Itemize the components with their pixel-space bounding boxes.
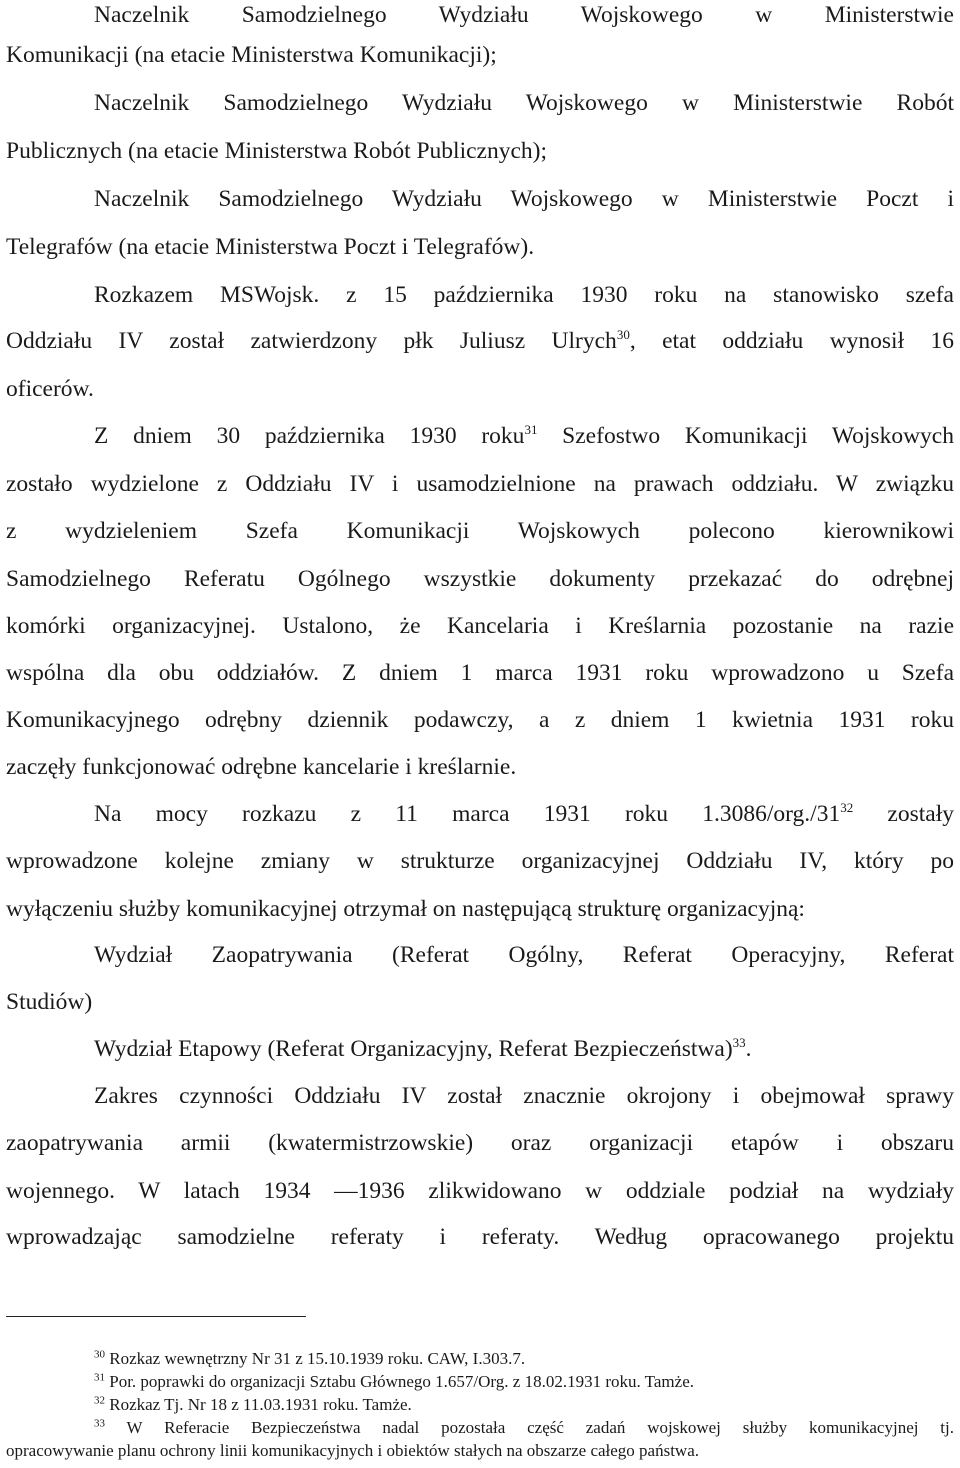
text-segment: Oddziału IV został zatwierdzony płk Juliusz Ulrych [6,328,617,354]
footnote-mark: 33 [94,1417,105,1430]
text-segment: zostały [853,801,954,827]
text-line: Publicznych (na etacie Ministerstwa Robót Publicznych); [6,138,548,164]
text-line: Samodzielnego Referatu Ogólnego wszystkie dokumenty przekazać do odrębnej [6,566,954,592]
text-line: zostało wydzielone z Oddziału IV i usamodzielnione na prawach oddziału. W związku [6,471,954,497]
text-line: wprowadzone kolejne zmiany w strukturze organizacyjnej Oddziału IV, który po [6,848,954,874]
text-line: z wydzieleniem Szefa Komunikacji Wojskowych polecono kierownikowi [6,518,954,544]
text-line: komórki organizacyjnej. Ustalono, że Kancelaria i Kreślarnia pozostanie na razie [6,613,954,639]
text-line: wprowadzając samodzielne referaty i referaty. Według opracowanego projektu [6,1224,954,1250]
footnote-33-continuation: opracowywanie planu ochrony linii komunikacyjnych i obiektów stałych na obszarze całego państwa. [6,1441,700,1460]
text-line [6,326,954,356]
text-segment: Z dniem 30 października 1930 roku [94,423,525,449]
text-line: Komunikacyjnego odrębny dziennik podawczy, a z dniem 1 kwietnia 1931 roku [6,707,954,733]
text-line: Naczelnik Samodzielnego Wydziału Wojskowego w Ministerstwie [94,2,954,28]
text-segment: Wydział Etapowy (Referat Organizacyjny, Referat Bezpieczeństwa) [94,1036,733,1062]
footnote-32 [94,1395,412,1415]
footnote-ref-33[interactable]: 33 [732,1035,746,1051]
text-line: Studiów) [6,989,93,1015]
footnote-ref-31[interactable]: 31 [524,422,538,438]
footnote-mark: 30 [94,1348,105,1361]
text-line: zaopatrywania armii (kwatermistrzowskie) oraz organizacji etapów i obszaru [6,1130,954,1156]
text-segment: Na mocy rozkazu z 11 marca 1931 roku 1.3086/org./31 [94,801,841,827]
footnote-33 [94,1418,954,1438]
text-line: Komunikacji (na etacie Ministerstwa Komunikacji); [6,42,497,68]
text-line: Naczelnik Samodzielnego Wydziału Wojskowego w Ministerstwie Poczt i [94,186,954,212]
text-line [94,421,954,451]
footnote-text: Rozkaz Tj. Nr 18 z 11.03.1931 roku. Tamże. [109,1395,412,1414]
text-line: zaczęły funkcjonować odrębne kancelarie i kreślarnie. [6,754,517,780]
footnote-ref-32[interactable]: 32 [840,800,854,816]
footnote-mark: 32 [94,1394,105,1407]
footnote-mark: 31 [94,1371,105,1384]
footnote-text: W Referacie Bezpieczeństwa nadal pozostała część zadań wojskowej służby komunikacyjnej tj. [126,1418,955,1437]
text-line: Zakres czynności Oddziału IV został znacznie okrojony i obejmował sprawy [94,1083,954,1109]
text-segment: Szefostwo Komunikacji Wojskowych [537,423,954,449]
text-segment: . [745,1036,752,1062]
text-line: wojennego. W latach 1934 —1936 zlikwidowano w oddziale podział na wydziały [6,1178,954,1204]
text-line [94,1034,954,1064]
text-line [94,799,954,829]
text-line: Naczelnik Samodzielnego Wydziału Wojskowego w Ministerstwie Robót [94,90,954,116]
text-line: wspólna dla obu oddziałów. Z dniem 1 marca 1931 roku wprowadzono u Szefa [6,660,954,686]
footnote-ref-30[interactable]: 30 [616,327,630,343]
footnote-30 [94,1349,525,1369]
text-line: Rozkazem MSWojsk. z 15 października 1930 roku na stanowisko szefa [94,282,954,308]
footnote-31 [94,1372,694,1392]
text-segment: , etat oddziału wynosił 16 [629,328,955,354]
text-line: Telegrafów (na etacie Ministerstwa Poczt i Telegrafów). [6,234,535,260]
footnote-text: Rozkaz wewnętrzny Nr 31 z 15.10.1939 roku. CAW, I.303.7. [109,1349,526,1368]
text-line: oficerów. [6,376,94,402]
text-line: wyłączeniu służby komunikacyjnej otrzymał on następującą strukturę organizacyjną: [6,896,805,922]
text-line: Wydział Zaopatrywania (Referat Ogólny, Referat Operacyjny, Referat [94,942,954,968]
footnote-separator [6,1316,306,1317]
footnote-text: Por. poprawki do organizacji Sztabu Głównego 1.657/Org. z 18.02.1931 roku. Tamże. [109,1372,694,1391]
